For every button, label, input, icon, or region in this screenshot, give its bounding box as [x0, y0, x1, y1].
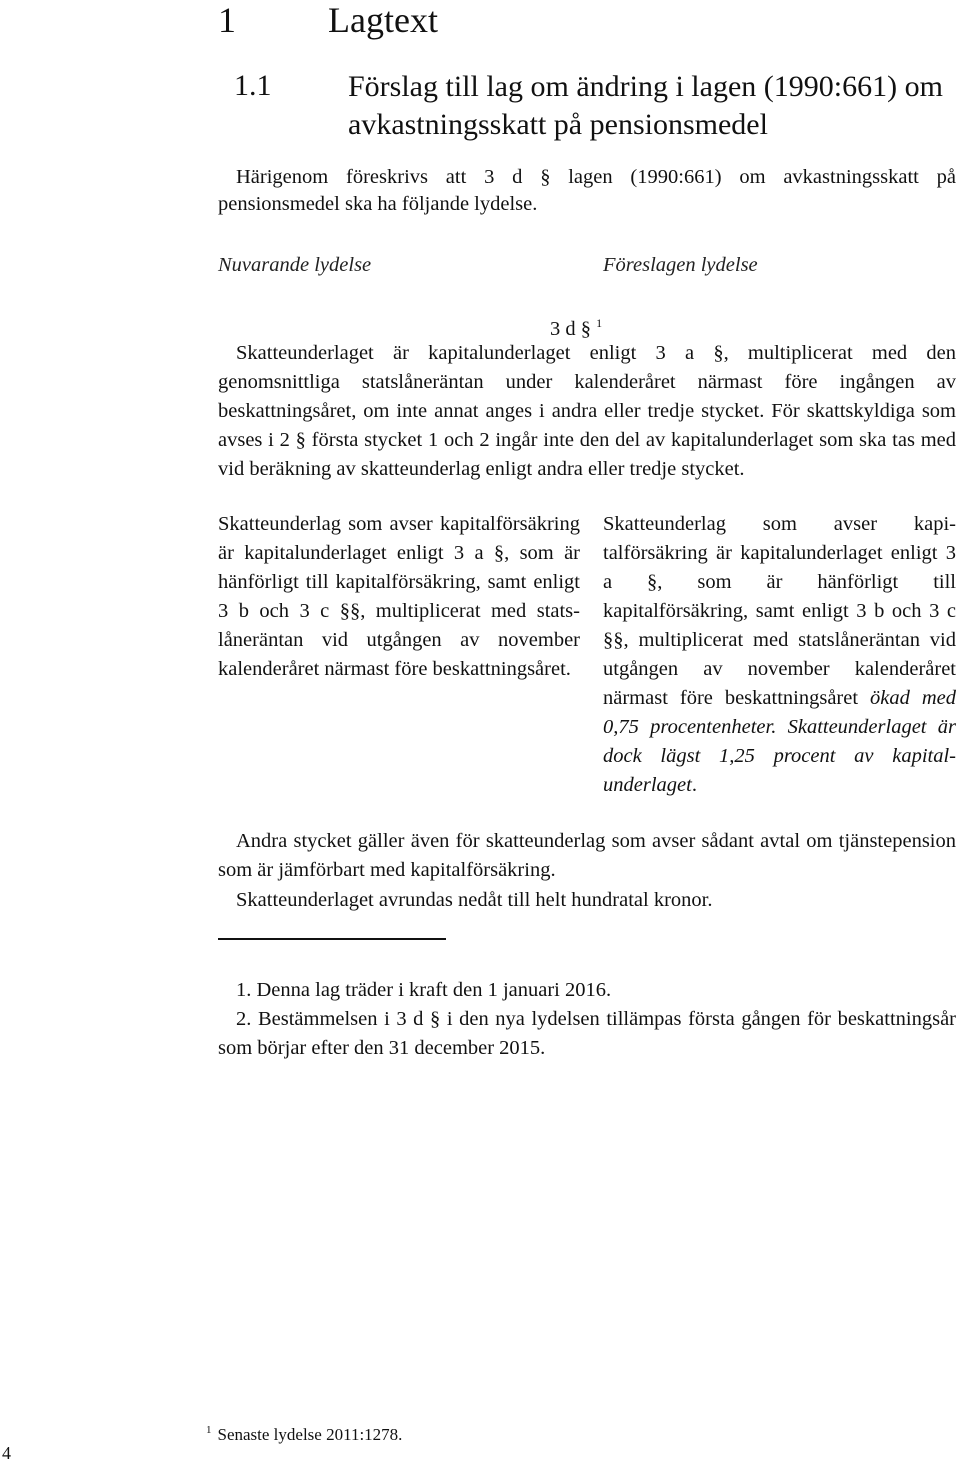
chapter-number: 1: [218, 0, 236, 40]
second-paragraph-note: Andra stycket gäller även för skatteunderlag som avser sådant avtal om tjänstepension som är jämförbart med kapitalförsäkring.: [218, 830, 956, 881]
footnote-reference: 1: [596, 316, 603, 330]
proposed-plain-text: Skatteunderlag som avser kapitalförsäkring är kapitalunderlaget enligt 3 a §, som är hänförligt till kapitalförsäkring, samt enligt 3 b och 3 c §§, multiplicerat med statslåneräntan vid utgången av november kalenderåret närmast före beskattningsåret: [603, 513, 956, 709]
rounding-paragraph: Skatteunderlaget avrundas nedåt till helt hundratal kronor.: [236, 889, 713, 911]
page-footnote: [206, 1418, 402, 1447]
intro-paragraph: Härigenom föreskrivs att 3 d § lagen (1990:661) om avkastningsskatt på pensionsmedel ska ha följande lydelse.: [218, 166, 956, 215]
footnote-text: Senaste lydelse 2011:1278.: [217, 1425, 403, 1444]
proposed-wording-column: [603, 510, 956, 800]
paragraph-label: [550, 310, 602, 342]
footnote-number: 1: [206, 1424, 212, 1436]
chapter-title: Lagtext: [328, 0, 438, 40]
paragraph-label-text: 3 d §: [550, 318, 591, 340]
proposed-wording-heading: Föreslagen lydelse: [603, 254, 758, 276]
common-paragraph: Skatteunderlaget är kapitalunderlaget enligt 3 a §, multiplicerat med den genomsnittliga statslåneräntan under kalenderåret närmast före ingången av beskattningsåret, om inte annat anges i andra eller tredje stycket. För skattskyldiga som avses i 2 § första stycket 1 och 2 ingår inte den del av kapitalunderlaget som ska tas med vid beräkning av skatteunderlag enligt andra eller tredje stycket.: [218, 342, 956, 480]
proposed-end-punctuation: .: [691, 774, 697, 796]
proposed-italic-text: ökad med 0,75 procentenheter. Skatteunderlaget är dock lägst 1,25 procent av kapitalunderlaget: [603, 687, 956, 796]
transitional-divider: [218, 938, 446, 940]
transitional-item-2: 2. Bestämmelsen i 3 d § i den nya lydelsen tillämpas första gången för beskattningsår som börjar efter den 31 december 2015.: [218, 1008, 956, 1059]
page-number: 4: [2, 1443, 11, 1463]
section-number: 1.1: [234, 69, 272, 102]
transitional-item-1: 1. Denna lag träder i kraft den 1 januari 2016.: [236, 979, 612, 1001]
current-wording-heading: Nuvarande lydelse: [218, 254, 372, 276]
section-title: Förslag till lag om ändring i lagen (1990:661) om avkastningsskatt på pensionsmedel: [348, 70, 943, 141]
proposed-wording-text: [603, 510, 956, 800]
current-wording-text: Skatteunderlag som avser kapitalförsäkring är kapitalunderlaget enligt 3 a §, som är hänförligt till kapitalförsäkring, samt enligt 3 b och 3 c §§, multiplicerat med statslåneräntan vid utgången av november kalenderåret närmast före beskattningsåret.: [218, 513, 580, 680]
current-wording-column: [218, 510, 580, 684]
